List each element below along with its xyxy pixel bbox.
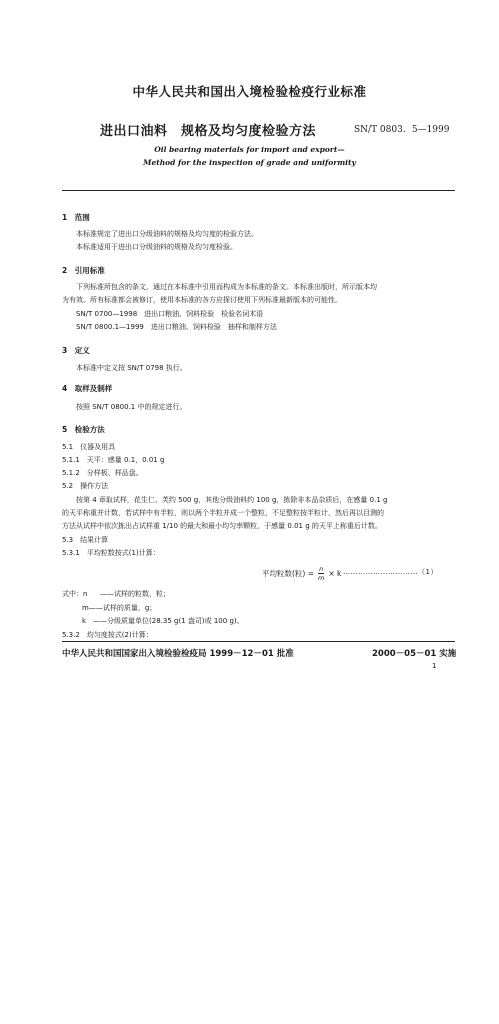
- clause-5-2: 5.2 操作方法: [62, 482, 109, 490]
- section-4-paragraph: 按照 SN/T 0800.1 中的规定进行。: [76, 403, 187, 411]
- where-m: m——试样的质量，g；: [82, 604, 157, 612]
- section-3-paragraph: 本标准中定义按 SN/T 0798 执行。: [76, 364, 187, 372]
- section-2-heading: 2 引用标准: [62, 266, 105, 275]
- where-n: ——试样的粒数，粒；: [100, 590, 170, 598]
- clause-5-1: 5.1 仪器及用具: [62, 443, 116, 451]
- formula-fraction: [318, 565, 324, 582]
- section-2-paragraph-line-2: 为有效。所有标准都会被修订，使用本标准的各方应探讨使用下列标准最新版本的可能性。: [62, 296, 342, 304]
- section-5-heading: 5 检验方法: [62, 425, 105, 434]
- section-1-paragraph-2: 本标准适用于进出口分级油料的规格及均匀度检验。: [76, 243, 237, 251]
- section-1-paragraph-1: 本标准规定了进出口分级油料的规格及均匀度的检验方法。: [76, 230, 258, 238]
- approval-statement: 中华人民共和国国家出入境检验检疫局 1999－12－01 批准: [62, 649, 294, 659]
- page-number: 1: [432, 662, 437, 670]
- clause-5-2-paragraph-line-2: 的天平称重并计数，若试样中有半粒，则以两个半粒并成一个整粒，不足整粒按半粒计，然后再以目测的: [62, 509, 384, 517]
- clause-5-3-2: 5.3.2 均匀度按式(2)计算：: [62, 631, 153, 639]
- formula-lhs: 平均粒数(粒) =: [262, 569, 315, 578]
- section-3-heading: 3 定义: [62, 346, 90, 355]
- clause-5-3: 5.3 结果计算: [62, 536, 109, 544]
- reference-standard-2: SN/T 0800.1—1999 进出口粮油、饲料检验 抽样和制样方法: [76, 323, 277, 331]
- implementation-date: 2000－05－01 实施: [372, 649, 457, 659]
- clause-5-2-paragraph-line-3: 方法从试样中依次拣出占试样重 1/10 的最大和最小均匀率颗粒，于感量 0.01 g 的天平上称重后计数。: [62, 522, 382, 530]
- english-title-line-2: Method for the inspection of grade and uniformity: [143, 158, 356, 167]
- formula-rhs: × k: [328, 569, 342, 578]
- standard-number: SN/T 0803．5—1999: [354, 125, 450, 135]
- section-2-paragraph-line-1: 下列标准所包含的条文，通过在本标准中引用而构成为本标准的条文。本标准出版时，所示版本均: [76, 283, 377, 291]
- section-1-heading: 1 范围: [62, 213, 90, 222]
- clause-5-1-1: 5.1.1 天平：感量 0.1，0.01 g: [62, 456, 165, 464]
- clause-5-3-1: 5.3.1 平均粒数按式(1)计算：: [62, 549, 160, 557]
- title-divider: [62, 190, 455, 191]
- english-title-line-1: Oil bearing materials for import and export—: [154, 145, 345, 154]
- where-k: k ——分级质量单位(28.35 g(1 盎司)或 100 g)。: [82, 617, 244, 625]
- clause-5-2-paragraph-line-1: 按第 4 章取试样，花生仁、芙约 500 g，其他分级油料约 100 g，拣除非本品杂质后，在感量 0.1 g: [76, 496, 388, 504]
- formula-1: [262, 565, 341, 582]
- footer-divider: [62, 641, 455, 642]
- formula-numerator: n: [319, 565, 324, 573]
- clause-5-1-2: 5.1.2 分样板、样品盘。: [62, 469, 143, 477]
- standard-category-header: 中华人民共和国出入境检验检疫行业标准: [132, 84, 367, 99]
- formula-1-number: …………………………（1）: [343, 568, 438, 576]
- reference-standard-1: SN/T 0700—1998 进出口粮油、饲料检验 检验名词术语: [76, 310, 264, 318]
- document-title: 进出口油料 规格及均匀度检验方法: [100, 124, 317, 139]
- formula-denominator: m: [318, 574, 325, 582]
- where-lead: 式中：n: [62, 590, 88, 598]
- section-4-heading: 4 取样及制样: [62, 384, 113, 393]
